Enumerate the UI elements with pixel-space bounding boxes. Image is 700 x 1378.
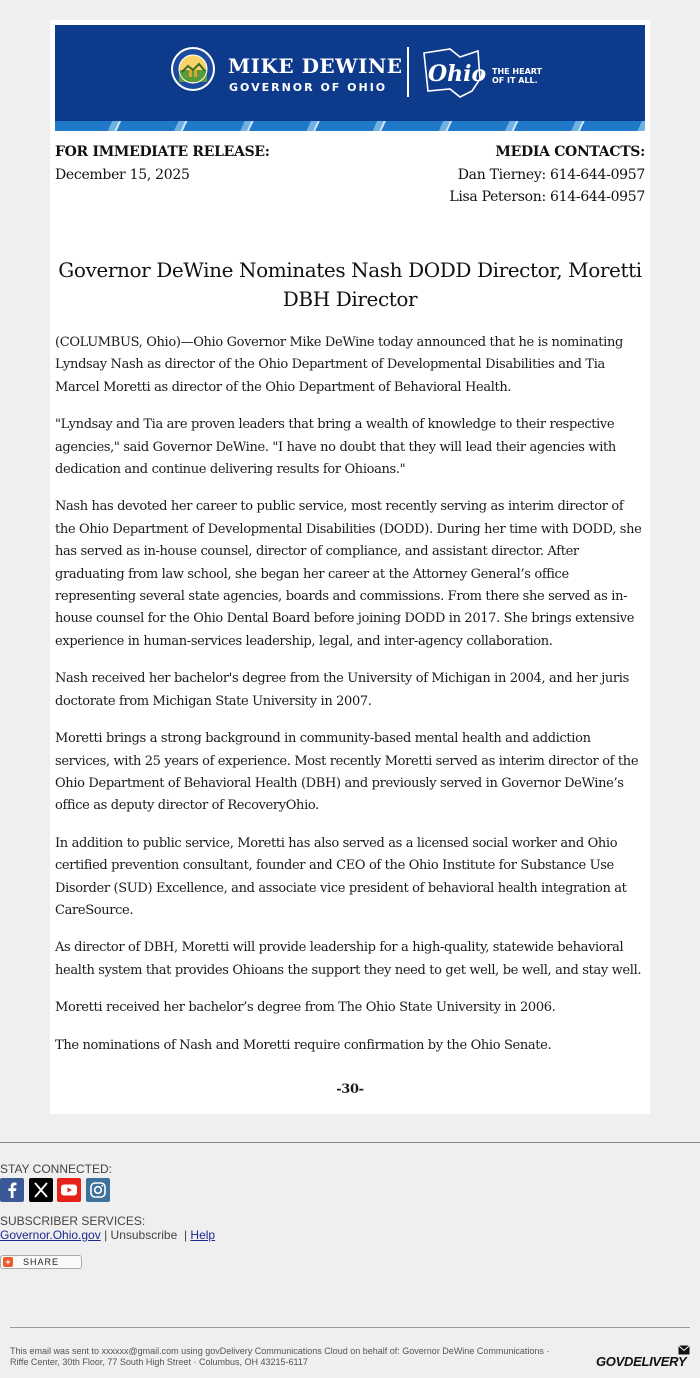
header-banner [55,25,645,121]
stay-connected-label: STAY CONNECTED: [0,1162,113,1176]
press-release-card [50,20,650,1114]
facebook-icon[interactable] [0,1178,24,1202]
body-paragraph: As director of DBH, Moretti will provide leadership for a high-quality, statewide behavioral health system that provides Ohioans the support they need to get well, be well, and stay well. [55,940,642,978]
share-button[interactable] [0,1255,82,1269]
governor-name: MIKE DEWINE [228,54,403,78]
press-release-headline: Governor DeWine Nominates Nash DODD Director, Moretti DBH Director [58,258,642,311]
body-paragraph: Nash received her bachelor's degree from the University of Michigan in 2004, and her juris doctorate from Michigan State University in 2007. [55,671,629,709]
press-release-body [55,332,645,1116]
fineprint-divider [10,1327,690,1328]
body-paragraph: In addition to public service, Moretti has also served as a licensed social worker and Ohio certified prevention consultant, founder and CEO of the Ohio Institute for Substance Use Disorder (SUD) Excellence, and associate vice president of behavioral health integration at CareSource. [55,835,627,918]
body-paragraph: Nash has devoted her career to public service, most recently serving as interim director of the Ohio Department of Developmental Disabilities (DODD). During her time with DODD, she has served as in-house counsel, director of compliance, and assistant director. After graduating from law school, she began her career at the Attorney General’s office representing several state agencies, boards and commissions. From there she served as in-house counsel for the Ohio Dental Board before joining DODD in 2017. She brings extensive experience in human-services leadership, legal, and inter-agency collaboration. [55,499,642,649]
release-date: December 15, 2025 [55,167,190,183]
envelope-icon [678,1345,690,1355]
ohio-logo [420,45,492,101]
help-link[interactable]: Help [190,1228,216,1242]
subscriber-links [0,1228,215,1242]
govdelivery-logo: GOVDELIVERY [596,1354,687,1369]
release-end-mark: -30- [336,1081,364,1097]
release-label: FOR IMMEDIATE RELEASE: [55,144,270,160]
instagram-icon[interactable] [86,1178,110,1202]
share-label: SHARE [23,1257,60,1267]
banner-divider [407,47,409,97]
banner-stripe [55,121,645,131]
governor-title: GOVERNOR OF OHIO [229,81,388,94]
link-separator: | [104,1228,108,1242]
email-fineprint: This email was sent to xxxxxx@gmail.com using govDelivery Communications Cloud on behalf of: Governor DeWine Communications · Riffe Center, 30th Floor, 77 South High Street · Columbus, OH 43215-6117 [10,1346,550,1367]
body-paragraph: Moretti brings a strong background in community-based mental health and addiction services, with 25 years of experience. Most recently Moretti served as interim director of the Ohio Department of Behavioral Health (DBH) and previously served in Governor DeWine’s office as deputy director of RecoveryOhio. [55,731,639,814]
body-paragraph: "Lyndsay and Tia are proven leaders that bring a wealth of knowledge to their respective agencies," said Governor DeWine. "I have no doubt that they will lead their agencies with dedication and continue delivering results for Ohioans." [55,417,616,478]
body-paragraph: Moretti received her bachelor’s degree from The Ohio State University in 2006. [55,1000,556,1016]
ohio-seal-icon [170,46,216,92]
plus-icon: + [3,1257,13,1267]
media-contacts-label: MEDIA CONTACTS: [495,144,645,160]
tagline-line-1: THE HEART [492,67,543,76]
media-contact: Dan Tierney: 614-644-0957 [457,167,645,183]
body-paragraph: The nominations of Nash and Moretti require confirmation by the Ohio Senate. [55,1037,552,1053]
link-separator: | [183,1228,188,1242]
tagline [492,67,542,85]
footer-divider [0,1142,700,1143]
governor-site-link[interactable]: Governor.Ohio.gov [0,1228,101,1242]
ohio-logo-text: Ohio [428,61,487,87]
unsubscribe-link[interactable]: Unsubscribe [110,1228,178,1242]
x-icon[interactable] [29,1178,53,1202]
tagline-line-2: OF IT ALL. [492,76,538,85]
subscriber-services-label: SUBSCRIBER SERVICES: [0,1214,146,1228]
youtube-icon[interactable] [57,1178,81,1202]
media-contact: Lisa Peterson: 614-644-0957 [449,189,645,205]
body-paragraph: (COLUMBUS, Ohio)—Ohio Governor Mike DeWine today announced that he is nominating Lyndsay Nash as director of the Ohio Department of Developmental Disabilities and Tia Marcel Moretti as director of the Ohio Department of Behavioral Health. [55,335,623,395]
